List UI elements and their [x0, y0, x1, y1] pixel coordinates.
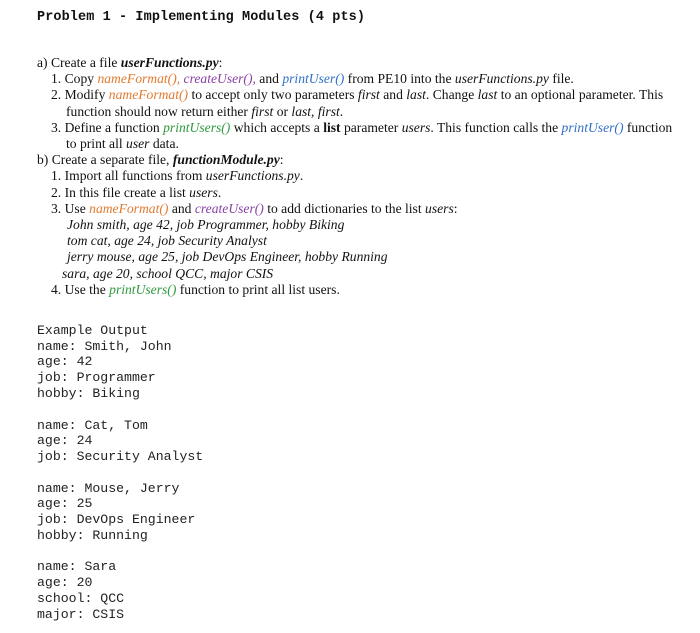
output-line: age: 24 [37, 433, 93, 449]
spacer [37, 402, 203, 418]
output-line: age: 25 [37, 496, 93, 512]
output-line: age: 20 [37, 575, 93, 591]
part-a-item-2: 2. Modify nameFormat() to accept only two parameters first and last. Change last to an optional parameter. This [51, 87, 664, 103]
part-b-item-2: 2. In this file create a list users. [51, 184, 222, 200]
output-line: job: DevOps Engineer [37, 512, 196, 528]
part-a-item-2-cont: function should now return either first or last, first. [66, 103, 344, 119]
output-line: job: Programmer [37, 370, 156, 386]
output-line: name: Sara [37, 559, 117, 575]
output-line: hobby: Running [37, 527, 148, 543]
part-b-item-1: 1. Import all functions from userFunctions.py. [51, 168, 304, 184]
output-line: school: QCC [37, 590, 125, 606]
user-entry: tom cat, age 24, job Security Analyst [67, 233, 267, 249]
part-a-header: a) Create a file userFunctions.py: [37, 55, 223, 70]
output-line: name: Cat, Tom [37, 417, 148, 433]
spacer [37, 465, 203, 481]
output-line: hobby: Biking [37, 385, 140, 401]
problem-title: Problem 1 - Implementing Modules (4 pts) [37, 10, 366, 25]
user-entry: John smith, age 42, job Programmer, hobby Biking [67, 217, 345, 233]
example-output [37, 323, 203, 622]
part-a-item-1: 1. Copy nameFormat(), createUser(), and printUser() from PE10 into the userFunctions.py file. [51, 71, 574, 87]
user-entry: jerry mouse, age 25, job DevOps Engineer, hobby Running [67, 249, 388, 265]
spacer [37, 543, 203, 559]
part-a-item-3: 3. Define a function printUsers() which accepts a list parameter users. This function calls the printUser() function [51, 119, 673, 135]
instructions [37, 55, 697, 298]
output-line: job: Security Analyst [37, 448, 204, 464]
output-line: name: Mouse, Jerry [37, 480, 180, 496]
part-a-item-3-cont: to print all user data. [66, 136, 179, 152]
part-b-item-4: 4. Use the printUsers() function to print all list users. [51, 281, 340, 297]
output-line: major: CSIS [37, 606, 125, 622]
output-line: age: 42 [37, 354, 93, 370]
part-b-header: b) Create a separate file, functionModule.py: [37, 152, 284, 168]
user-entry: sara, age 20, school QCC, major CSIS [62, 265, 274, 281]
output-line: name: Smith, John [37, 338, 172, 354]
part-b-item-3: 3. Use nameFormat() and createUser() to add dictionaries to the list users: [51, 200, 458, 216]
example-output-label: Example Output [37, 323, 148, 338]
